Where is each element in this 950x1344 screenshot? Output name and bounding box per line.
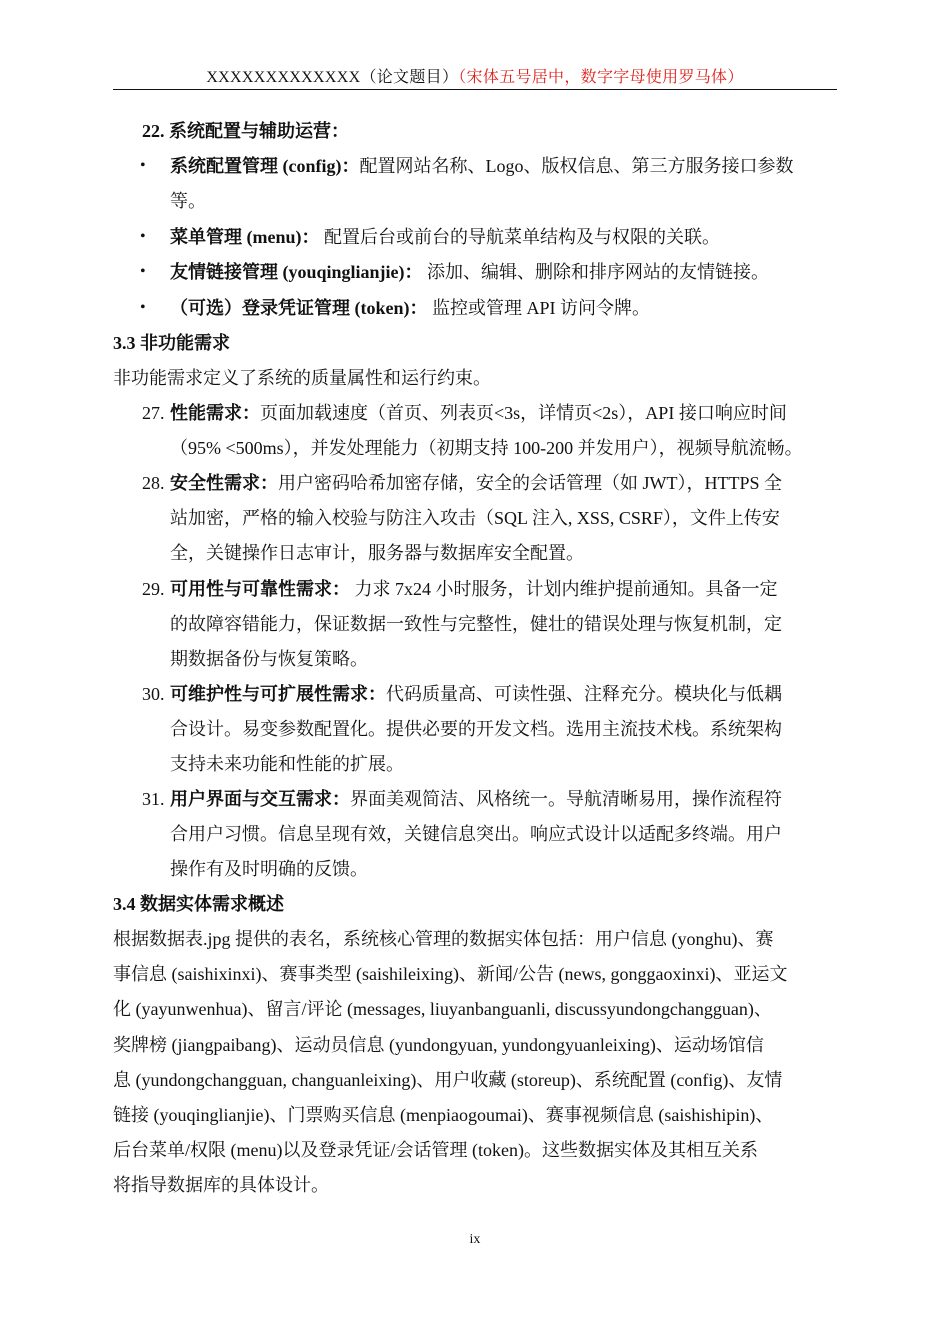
section-22-heading: 22. 系统配置与辅助运营： <box>142 121 349 141</box>
page-header <box>113 68 837 88</box>
paragraph-line: 后台菜单/权限 (menu)以及登录凭证/会话管理 (token)。这些数据实体及其相互关系 <box>113 1140 758 1160</box>
paragraph-line: 链接 (youqinglianjie)、门票购买信息 (menpiaogoumai)、赛事视频信息 (saishishipin)、 <box>113 1105 774 1125</box>
page-number: ix <box>469 1232 481 1247</box>
bullet-text: 添加、编辑、删除和排序网站的友情链接。 <box>422 262 770 282</box>
bullet-menu <box>170 225 720 249</box>
section-3-3-heading: 3.3 非功能需求 <box>113 333 230 353</box>
item-term: 用户界面与交互需求： <box>170 789 350 809</box>
bullet-text: 配置网站名称、Logo、版权信息、第三方服务接口参数 <box>359 156 794 176</box>
item-text: 页面加载速度（首页、列表页<3s，详情页<2s），API 接口响应时间 <box>260 403 787 423</box>
item-text-line: 全，关键操作日志审计，服务器与数据库安全配置。 <box>170 543 584 563</box>
paragraph-line: 奖牌榜 (jiangpaibang)、运动员信息 (yundongyuan, yundongyuanleixing)、运动场馆信 <box>113 1035 764 1055</box>
item-maintainability <box>170 682 782 706</box>
item-term: 可用性与可靠性需求： <box>170 579 350 599</box>
item-security <box>170 471 782 495</box>
item-number: 27. <box>142 403 165 423</box>
bullet-term: 菜单管理 (menu)： <box>170 227 320 247</box>
item-text: 界面美观简洁、风格统一。导航清晰易用，操作流程符 <box>350 789 782 809</box>
item-text-line: （95% <500ms），并发处理能力（初期支持 100-200 并发用户），视频导航流畅。 <box>170 438 803 458</box>
bullet-text: 配置后台或前台的导航菜单结构及与权限的关联。 <box>319 227 720 247</box>
paragraph-line: 事信息 (saishixinxi)、赛事类型 (saishileixing)、新闻/公告 (news, gonggaoxinxi)、亚运文 <box>113 964 788 984</box>
item-text: 代码质量高、可读性强、注释充分。模块化与低耦 <box>386 684 782 704</box>
section-3-3-intro: 非功能需求定义了系统的质量属性和运行约束。 <box>113 368 491 388</box>
item-reliability <box>170 577 778 601</box>
bullet-config-cont: 等。 <box>170 191 206 211</box>
item-term: 性能需求： <box>170 403 260 423</box>
header-rule <box>113 89 837 90</box>
item-text-line: 的故障容错能力，保证数据一致性与完整性，健壮的错误处理与恢复机制，定 <box>170 614 782 634</box>
item-text-line: 支持未来功能和性能的扩展。 <box>170 754 404 774</box>
section-3-4-heading: 3.4 数据实体需求概述 <box>113 894 284 914</box>
item-text: 力求 7x24 小时服务，计划内维护提前通知。具备一定 <box>350 579 778 599</box>
bullet-term: （可选）登录凭证管理 (token)： <box>170 298 428 318</box>
bullet-config <box>170 154 793 178</box>
item-number: 29. <box>142 579 165 599</box>
bullet-marker: • <box>140 228 146 245</box>
bullet-term: 友情链接管理 (youqinglianjie)： <box>170 262 423 282</box>
bullet-marker: • <box>140 157 146 174</box>
item-text: 用户密码哈希加密存储，安全的会话管理（如 JWT），HTTPS 全 <box>278 473 782 493</box>
bullet-marker: • <box>140 263 146 280</box>
item-performance <box>170 401 787 425</box>
paragraph-line: 根据数据表.jpg 提供的表名，系统核心管理的数据实体包括：用户信息 (yonghu)、赛 <box>113 929 774 949</box>
item-term: 安全性需求： <box>170 473 278 493</box>
item-number: 31. <box>142 789 165 809</box>
header-title: XXXXXXXXXXXXX（论文题目） <box>206 69 459 86</box>
bullet-term: 系统配置管理 (config)： <box>170 156 360 176</box>
item-text-line: 合用户习惯。信息呈现有效，关键信息突出。响应式设计以适配多终端。用户 <box>170 824 782 844</box>
item-number: 30. <box>142 684 165 704</box>
header-format-note: （宋体五号居中，数字字母使用罗马体） <box>458 69 744 86</box>
paragraph-line: 息 (yundongchangguan, changuanleixing)、用户收藏 (storeup)、系统配置 (config)、友情 <box>113 1070 783 1090</box>
item-text-line: 站加密，严格的输入校验与防注入攻击（SQL 注入, XSS, CSRF），文件上传安 <box>170 508 780 528</box>
item-term: 可维护性与可扩展性需求： <box>170 684 386 704</box>
item-ui <box>170 787 782 811</box>
item-text-line: 期数据备份与恢复策略。 <box>170 649 368 669</box>
paragraph-line: 将指导数据库的具体设计。 <box>113 1175 329 1195</box>
bullet-text: 监控或管理 API 访问令牌。 <box>427 298 651 318</box>
paragraph-line: 化 (yayunwenhua)、留言/评论 (messages, liuyanbanguanli, discussyundongchangguan)、 <box>113 999 772 1019</box>
item-text-line: 合设计。易变参数配置化。提供必要的开发文档。选用主流技术栈。系统架构 <box>170 719 782 739</box>
item-text-line: 操作有及时明确的反馈。 <box>170 859 368 879</box>
bullet-marker: • <box>140 299 146 316</box>
bullet-token <box>170 296 650 320</box>
item-number: 28. <box>142 473 165 493</box>
bullet-links <box>170 260 769 284</box>
